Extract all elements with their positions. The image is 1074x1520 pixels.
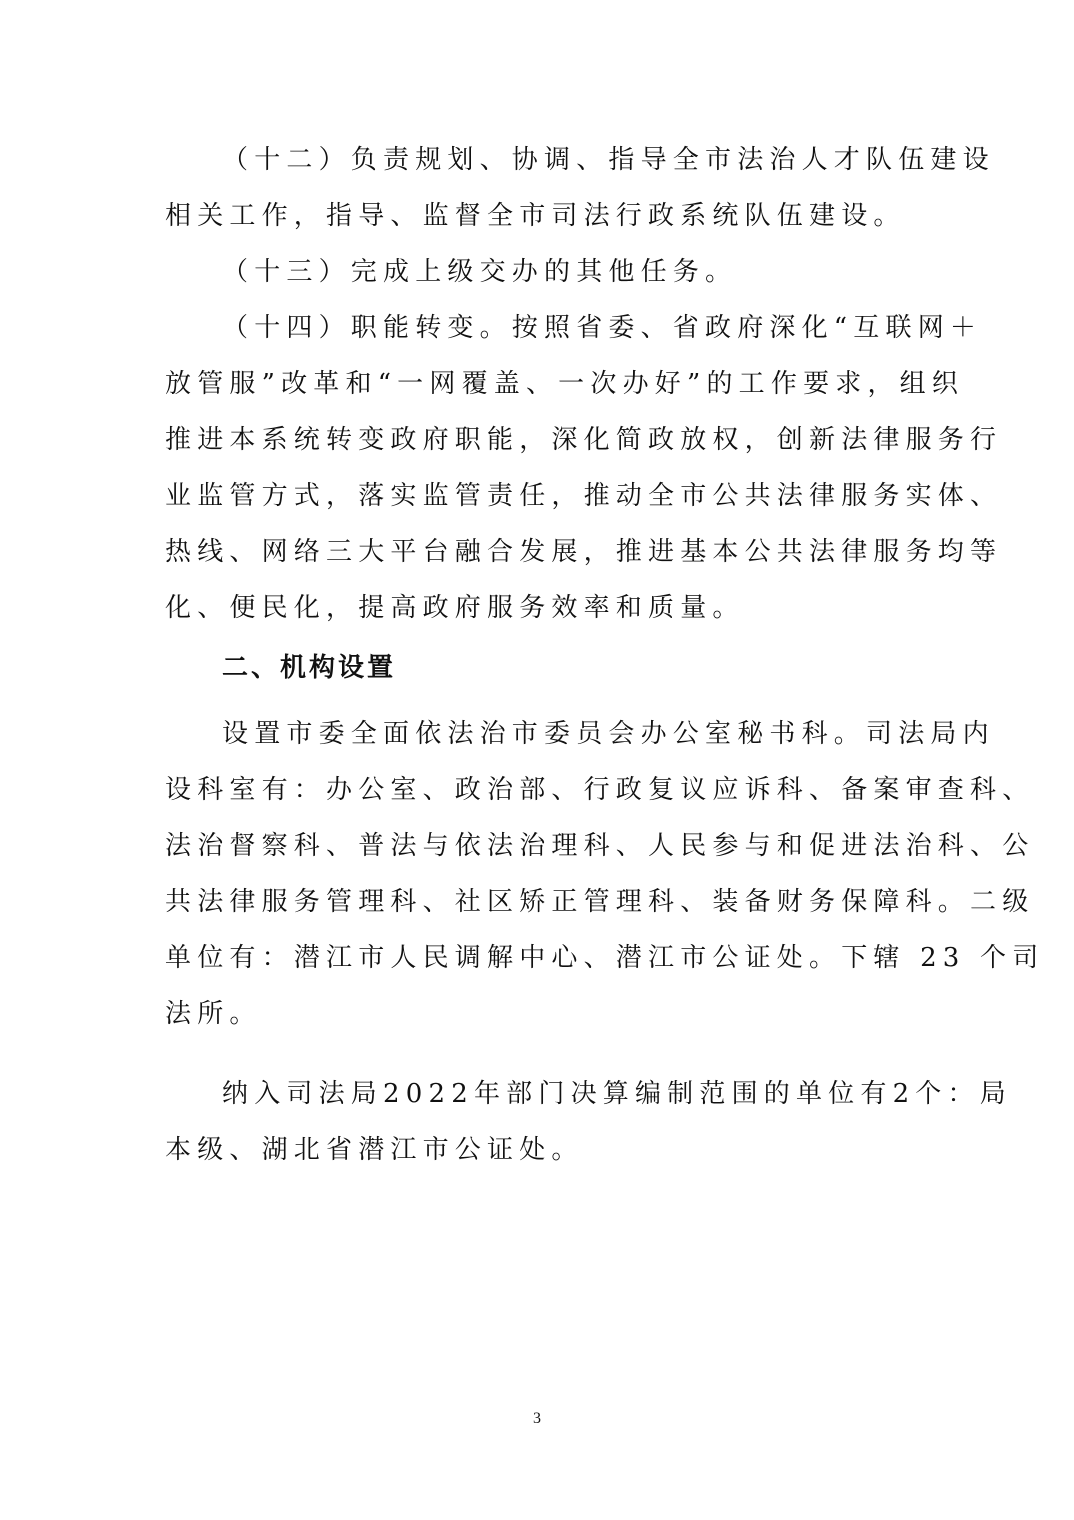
- paragraph-org-line-6: 法所。: [165, 999, 262, 1029]
- paragraph-14-line-3: 推进本系统转变政府职能，深化简政放权，创新法律服务行: [165, 425, 1003, 455]
- paragraph-org-line-2: 设科室有：办公室、政治部、行政复议应诉科、备案审查科、: [165, 775, 1035, 805]
- paragraph-12-line-2: 相关工作，指导、监督全市司法行政系统队伍建设。: [165, 201, 906, 231]
- paragraph-scope-line-2: 本级、湖北省潜江市公证处。: [165, 1135, 584, 1165]
- page-number: 3: [533, 1410, 541, 1427]
- paragraph-14-line-1: （十四）职能转变。按照省委、省政府深化“互联网＋: [222, 313, 983, 343]
- paragraph-org-line-4: 共法律服务管理科、社区矫正管理科、装备财务保障科。二级: [165, 887, 1035, 917]
- paragraph-14-line-2: 放管服”改革和“一网覆盖、一次办好”的工作要求，组织: [165, 369, 965, 399]
- paragraph-13-line-1: （十三）完成上级交办的其他任务。: [222, 257, 738, 287]
- paragraph-org-line-3: 法治督察科、普法与依法治理科、人民参与和促进法治科、公: [165, 831, 1035, 861]
- section-heading-organization: 二、机构设置: [222, 653, 397, 683]
- paragraph-org-line-1: 设置市委全面依法治市委员会办公室秘书科。司法局内: [222, 719, 995, 749]
- paragraph-org-line-5: 单位有：潜江市人民调解中心、潜江市公证处。下辖 23 个司: [165, 943, 1045, 973]
- paragraph-12-line-1: （十二）负责规划、协调、指导全市法治人才队伍建设: [222, 145, 995, 175]
- paragraph-14-line-4: 业监管方式，落实监管责任，推动全市公共法律服务实体、: [165, 481, 1003, 511]
- paragraph-14-line-6: 化、便民化，提高政府服务效率和质量。: [165, 593, 745, 623]
- paragraph-scope-line-1: 纳入司法局2022年部门决算编制范围的单位有2个：局: [222, 1079, 1012, 1109]
- paragraph-14-line-5: 热线、网络三大平台融合发展，推进基本公共法律服务均等: [165, 537, 1003, 567]
